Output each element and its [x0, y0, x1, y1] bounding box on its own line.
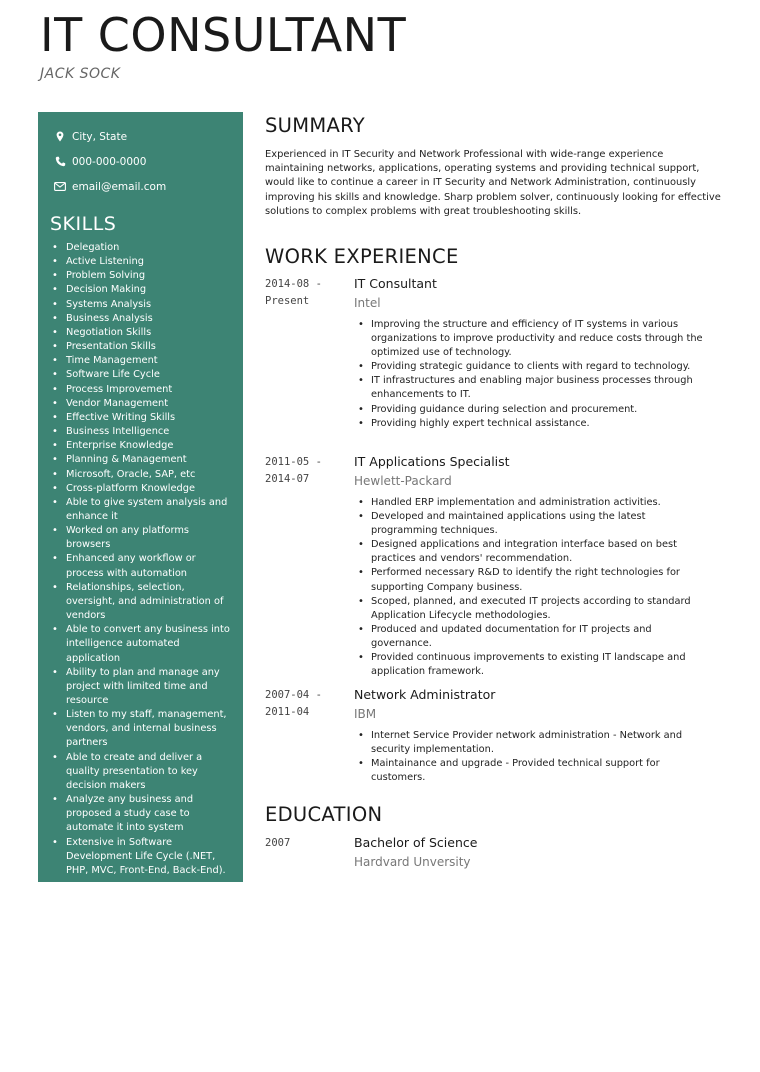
job-bullet: • Developed and maintained applications using the latest programming techniques. — [354, 510, 714, 538]
education-school: Hardvard Unversity — [354, 855, 471, 869]
job-bullet: • Providing highly expert technical assistance. — [354, 417, 714, 431]
contact-phone-text: 000-000-0000 — [72, 155, 147, 168]
job-bullet: • Designed applications and integration interface based on best practices and vendors' recommendation. — [354, 538, 714, 566]
skill-item: • Systems Analysis — [52, 298, 235, 312]
skill-item: • Presentation Skills — [52, 340, 235, 354]
skill-item: • Decision Making — [52, 283, 235, 297]
education-heading: EDUCATION — [265, 803, 383, 826]
skill-item: • Able to give system analysis and enhance it — [52, 496, 235, 524]
skill-item: • Planning & Management — [52, 453, 235, 467]
skill-item: • Cross-platform Knowledge — [52, 482, 235, 496]
job-bullet: • Providing guidance during selection and procurement. — [354, 403, 714, 417]
job-bullet: • Maintainance and upgrade - Provided technical support for customers. — [354, 757, 714, 785]
contact-email-text: email@email.com — [72, 180, 167, 193]
skill-item: • Effective Writing Skills — [52, 411, 235, 425]
skill-item: • Business Intelligence — [52, 425, 235, 439]
contact-location — [38, 124, 243, 149]
skills-list — [38, 241, 243, 878]
job-bullet: • IT infrastructures and enabling major business processes through enhancements to IT. — [354, 374, 714, 402]
skill-item: • Enterprise Knowledge — [52, 439, 235, 453]
work-experience-heading: WORK EXPERIENCE — [265, 245, 459, 268]
skill-item: • Process Improvement — [52, 383, 235, 397]
job-bullet: • Produced and updated documentation for IT projects and governance. — [354, 623, 714, 651]
skill-item: • Able to create and deliver a quality presentation to key decision makers — [52, 751, 235, 793]
skill-item: • Microsoft, Oracle, SAP, etc — [52, 468, 235, 482]
job-bullet: • Provided continuous improvements to existing IT landscape and application framework. — [354, 651, 714, 679]
job-bullet: • Handled ERP implementation and administration activities. — [354, 496, 714, 510]
skills-heading: SKILLS — [50, 213, 117, 235]
candidate-name: JACK SOCK — [40, 66, 121, 82]
job-company: Intel — [354, 296, 381, 310]
job-dates — [265, 454, 345, 488]
job-date-start: 2014-08 - — [265, 278, 322, 290]
skill-item: • Business Analysis — [52, 312, 235, 326]
job-bullets — [354, 496, 714, 679]
skill-item: • Relationships, selection, oversight, and administration of vendors — [52, 581, 235, 623]
job-role: Network Administrator — [354, 687, 496, 702]
contact-location-text: City, State — [72, 130, 128, 143]
job-role: IT Consultant — [354, 276, 437, 291]
education-date: 2007 — [265, 837, 291, 849]
location-pin-icon — [52, 131, 68, 142]
education-degree: Bachelor of Science — [354, 835, 478, 850]
skill-item: • Time Management — [52, 354, 235, 368]
job-date-start: 2007-04 - — [265, 689, 322, 701]
job-company: Hewlett-Packard — [354, 474, 452, 488]
skill-item: • Enhanced any workflow or process with automation — [52, 552, 235, 580]
contact-phone — [38, 149, 243, 174]
job-bullet: • Performed necessary R&D to identify the right technologies for supporting Company business. — [354, 566, 714, 594]
skill-item: • Able to convert any business into intelligence automated application — [52, 623, 235, 665]
email-icon — [52, 182, 68, 191]
job-bullet: • Providing strategic guidance to clients with regard to technology. — [354, 360, 714, 374]
job-dates — [265, 276, 345, 310]
resume-title: IT CONSULTANT — [40, 8, 407, 62]
skill-item: • Worked on any platforms browsers — [52, 524, 235, 552]
job-bullets — [354, 729, 714, 785]
job-bullet: • Scoped, planned, and executed IT projects according to standard Application Lifecycle methodologies. — [354, 595, 714, 623]
skill-item: • Ability to plan and manage any project with limited time and resource — [52, 666, 235, 708]
job-date-end: 2014-07 — [265, 473, 310, 485]
job-bullet: • Improving the structure and efficiency of IT systems in various organizations to improve productivity and reduce costs through the optimized use of technology. — [354, 318, 714, 360]
phone-icon — [52, 156, 68, 167]
job-dates — [265, 687, 345, 721]
job-date-end: 2011-04 — [265, 706, 310, 718]
job-bullets — [354, 318, 714, 431]
skill-item: • Analyze any business and proposed a study case to automate it into system — [52, 793, 235, 835]
job-bullet: • Internet Service Provider network administration - Network and security implementation. — [354, 729, 714, 757]
skill-item: • Software Life Cycle — [52, 368, 235, 382]
skill-item: • Listen to my staff, management, vendors, and internal business partners — [52, 708, 235, 750]
job-role: IT Applications Specialist — [354, 454, 510, 469]
job-date-start: 2011-05 - — [265, 456, 322, 468]
job-company: IBM — [354, 707, 377, 721]
skill-item: • Problem Solving — [52, 269, 235, 283]
summary-text: Experienced in IT Security and Network Professional with wide-range experience maintaining networks, applications, operating systems and providing technical support, would like to continue a career in IT Security and Network Administration, continuously improving his skills and knowledge. Sharp problem solver, continuously looking for effective solutions to complex problems with great troubleshooting skills. — [265, 149, 721, 217]
sidebar — [38, 112, 243, 882]
skill-item: • Negotiation Skills — [52, 326, 235, 340]
skill-item: • Active Listening — [52, 255, 235, 269]
skill-item: • Extensive in Software Development Life Cycle (.NET, PHP, MVC, Front-End, Back-End). — [52, 836, 235, 878]
skill-item: • Vendor Management — [52, 397, 235, 411]
summary-heading: SUMMARY — [265, 114, 365, 137]
contact-email — [38, 174, 243, 199]
skill-item: • Delegation — [52, 241, 235, 255]
job-date-end: Present — [265, 295, 310, 307]
